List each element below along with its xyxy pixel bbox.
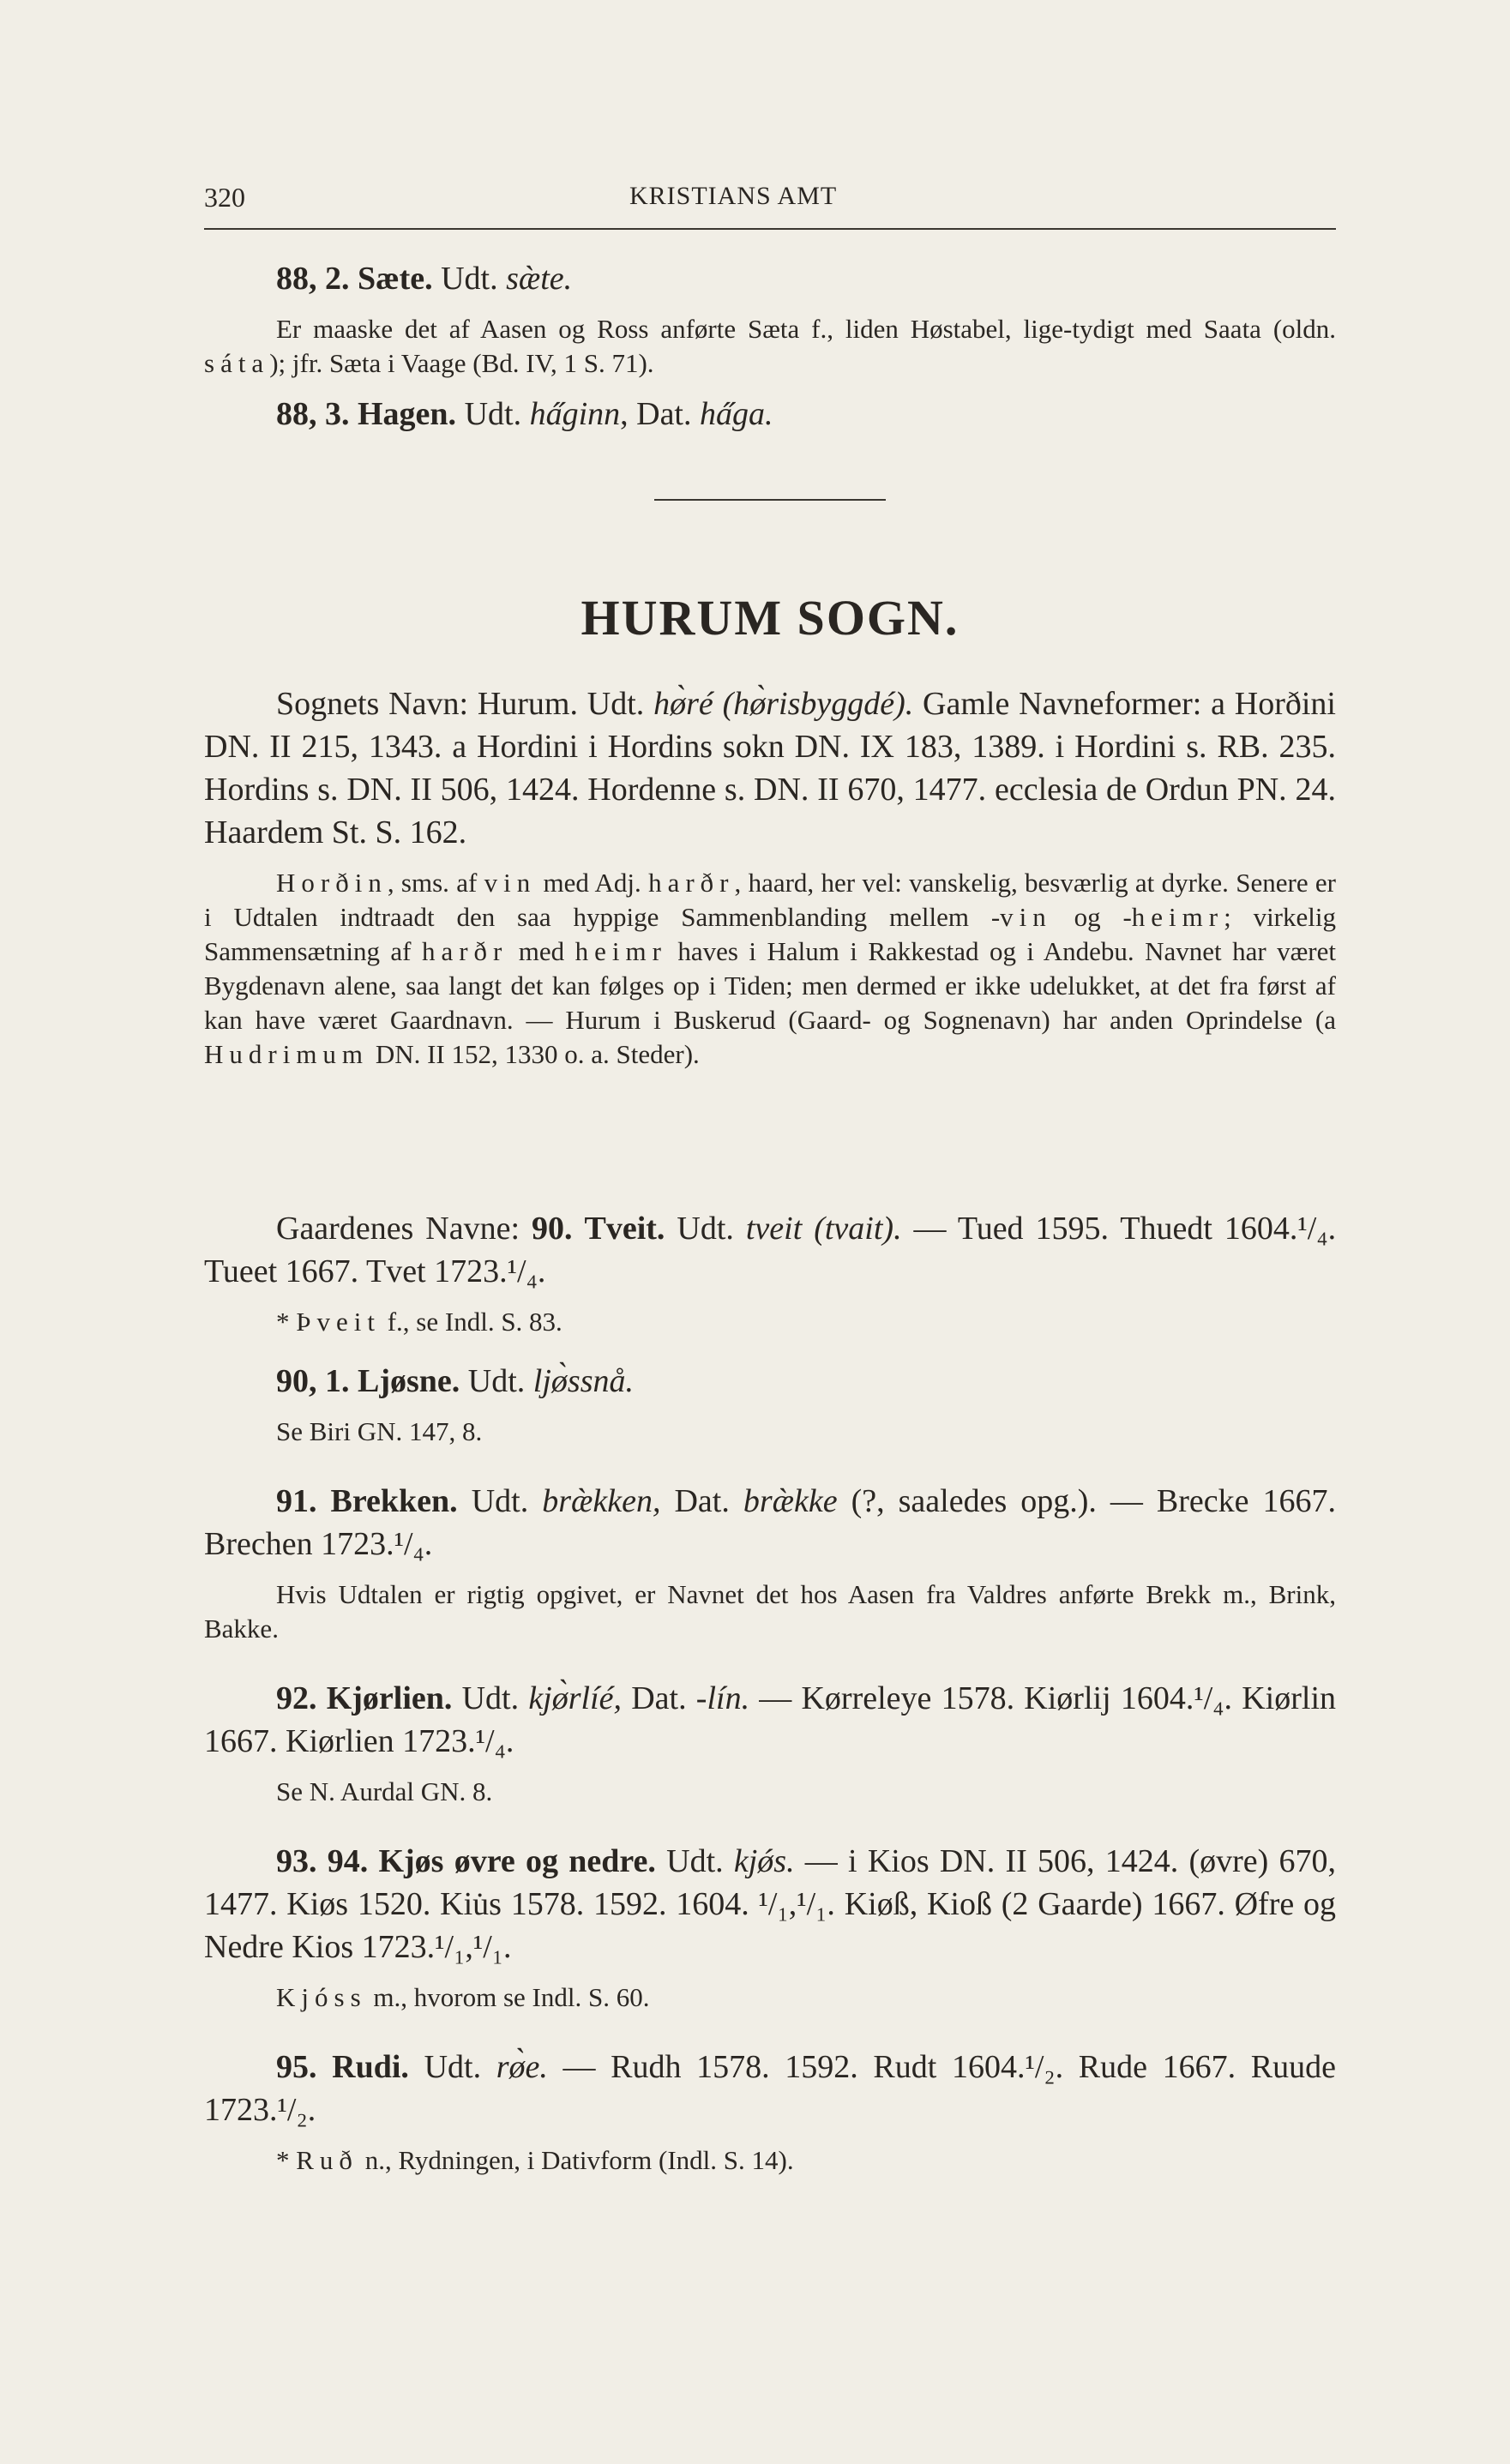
entry-91-head — [204, 1480, 1336, 1566]
pronunciation: ljø̀ssnå. — [532, 1363, 634, 1399]
note-text: * — [276, 1307, 297, 1337]
entry-number: 93. 94. — [276, 1843, 369, 1879]
pronunciation: rø̀e. — [496, 2049, 548, 2085]
paragraph-text: DN. II 152, 1330 o. a. Steder). — [369, 1039, 700, 1069]
section-paragraph-1 — [204, 682, 1336, 854]
spaced-word: harðr — [648, 868, 735, 898]
page-number: 320 — [204, 182, 245, 213]
running-head: KRISTIANS AMT — [629, 182, 838, 210]
spaced-word: vin — [484, 868, 537, 898]
historical-forms: (?, saaledes opg.). — Brecke 1667. Brechen 1723.¹/₄. — [204, 1483, 1337, 1562]
spaced-word: Horðin — [276, 868, 388, 898]
udt-label: Udt. — [441, 261, 498, 297]
place-name: Rudi. — [332, 2049, 409, 2085]
dative-pronunciation: ha̋ga. — [700, 396, 773, 432]
spaced-word: heimr — [1131, 902, 1224, 932]
entry-90-note — [204, 1305, 1336, 1339]
paragraph-text: Gamle Navneformer: a Horðini DN. II 215, 1343. a Hordini i Hordins sokn DN. IX 183, 1389. i Hordini s. RB. 235. Hordins s. DN. II 506, 1424. Hordenne s. DN. II 670, 1477. ecclesia de Ordun PN. 24. Haardem St. S. 162. — [204, 686, 1336, 850]
entry-95-note — [204, 2143, 1336, 2178]
spaced-word: vin — [1000, 902, 1052, 932]
paragraph-text: , haard, her vel: vanskelig, besværlig at dyrke. Senere er i Udtalen indtraadt den saa hyppige Sammenblanding mellem - — [204, 868, 1336, 932]
paragraph-text: med — [508, 936, 575, 966]
pronunciation: kjǿs. — [733, 1843, 795, 1879]
place-name: Brekken. — [330, 1483, 458, 1519]
entry-93-94-note — [204, 1980, 1336, 2015]
place-name: Kjørlien. — [326, 1680, 453, 1716]
entry-90-1-head — [204, 1360, 1336, 1403]
spaced-word: Kjóss — [276, 1982, 367, 2012]
entry-88-3-head — [204, 393, 1336, 436]
place-name: Kjøs øvre og nedre. — [378, 1843, 656, 1879]
place-name: Ljøsne. — [358, 1363, 460, 1399]
paragraph-text: med Adj. — [536, 868, 649, 898]
note-text: * — [276, 2145, 297, 2175]
note-text: ); jfr. Sæta i Vaage (Bd. IV, 1 S. 71). — [269, 348, 654, 378]
note-text: m., hvorom se Indl. S. 60. — [366, 1982, 650, 2012]
pronunciation: tveit (tvait). — [745, 1211, 902, 1247]
paragraph-text: og - — [1051, 902, 1132, 932]
entry-90-head — [204, 1207, 1336, 1293]
entry-93-94-head — [204, 1840, 1336, 1968]
place-name: Hagen. — [358, 396, 457, 432]
udt-label: Udt. — [666, 1843, 724, 1879]
page-header — [204, 182, 1336, 216]
udt-label: Udt. — [471, 1483, 529, 1519]
historical-forms: — Kørreleye 1578. Kiørlij 1604.¹/₄. Kiørlin 1667. Kiørlien 1723.¹/₄. — [204, 1680, 1336, 1759]
page-body — [204, 257, 1336, 2178]
dat-label: Dat. — [622, 1680, 687, 1716]
historical-forms: — Rudh 1578. 1592. Rudt 1604.¹/₂. Rude 1667. Ruude 1723.¹/₂. — [204, 2049, 1336, 2128]
spaced-word: heimr — [575, 936, 667, 966]
entry-number: 95. — [276, 2049, 317, 2085]
header-rule — [204, 228, 1336, 230]
section-paragraph-2 — [204, 866, 1336, 1072]
dat-label: , Dat. — [620, 396, 692, 432]
pronunciation: ha̋ginn — [529, 396, 621, 432]
spaced-word: Hudrimum — [204, 1039, 370, 1069]
entry-91-note: Hvis Udtalen er rigtig opgivet, er Navnet det hos Aasen fra Valdres anførte Brekk m., Brink, Bakke. — [204, 1579, 1336, 1644]
entry-number: 90, 1. — [276, 1363, 350, 1399]
entry-number: 90. — [532, 1211, 573, 1247]
pronunciation: sæ̀te. — [506, 261, 573, 297]
entry-number: 91. — [276, 1483, 317, 1519]
spaced-word: harðr — [421, 936, 508, 966]
paragraph-text: , sms. af — [387, 868, 484, 898]
udt-label: Udt. — [677, 1211, 734, 1247]
entry-92-head — [204, 1677, 1336, 1763]
udt-label: Udt. — [461, 1680, 520, 1716]
entry-number: 92. — [276, 1680, 317, 1716]
pronunciation: kjø̀rlíé, — [528, 1680, 623, 1716]
place-name: Sæte. — [358, 261, 433, 297]
spaced-word: Ruð — [296, 2145, 358, 2175]
paragraph-text: Sognets Navn: Hurum. Udt. — [276, 686, 654, 722]
pronunciation: hø̀ré (hø̀risbyggdé). — [653, 686, 914, 722]
entry-90-1-note: Se Biri GN. 147, 8. — [276, 1416, 483, 1446]
dative-pronunciation: bræ̀kke — [743, 1483, 838, 1519]
entry-88-2-head — [204, 257, 1336, 300]
section-title: HURUM SOGN. — [581, 590, 960, 646]
note-text: n., Rydningen, i Dativform (Indl. S. 14). — [358, 2145, 794, 2175]
entry-number: 88, 2. — [276, 261, 350, 297]
place-name: Tveit. — [584, 1211, 665, 1247]
farms-intro: Gaardenes Navne: — [276, 1211, 520, 1247]
note-text: f., se Indl. S. 83. — [380, 1307, 562, 1337]
spaced-word: sáta — [204, 348, 270, 378]
dative-pronunciation: -lín. — [695, 1680, 750, 1716]
dat-label: Dat. — [660, 1483, 730, 1519]
entry-88-2-note — [204, 312, 1336, 381]
historical-forms: — Tued 1595. Thuedt 1604.¹/₄. Tueet 1667. Tvet 1723.¹/₄. — [204, 1211, 1337, 1289]
udt-label: Udt. — [464, 396, 522, 432]
paragraph-text: haves i Halum i Rakkestad og i Andebu. Navnet har været Bygdenavn alene, saa langt det kan følges op i Tiden; men dermed er ikke udelukket, at det fra først af kan have været Gaardnavn. — Hurum i Buskerud (Gaard- og Sognenavn) har anden Oprindelse (a — [204, 936, 1336, 1035]
udt-label: Udt. — [467, 1363, 526, 1399]
historical-forms: — i Kios DN. II 506, 1424. (øvre) 670, 1477. Kiøs 1520. Kiu̇s 1578. 1592. 1604. ¹/₁,¹/₁. Kiøß, Kioß (2 Gaarde) 1667. Øfre og Nedre Kios 1723.¹/₁,¹/₁. — [204, 1843, 1337, 1965]
note-text: Er maaske det af Aasen og Ross anførte Sæta f., liden Høstabel, lige-tydigt med Saata (oldn. — [276, 314, 1336, 344]
udt-label: Udt. — [424, 2049, 482, 2085]
entry-95-head — [204, 2046, 1336, 2131]
section-divider — [654, 499, 886, 501]
entry-number: 88, 3. — [276, 396, 350, 432]
pronunciation: bræ̀kken, — [542, 1483, 661, 1519]
paragraph-text: ; virkelig Sammensætning af — [204, 902, 1336, 966]
entry-92-note: Se N. Aurdal GN. 8. — [276, 1776, 493, 1806]
spaced-word: Þveit — [296, 1307, 381, 1337]
